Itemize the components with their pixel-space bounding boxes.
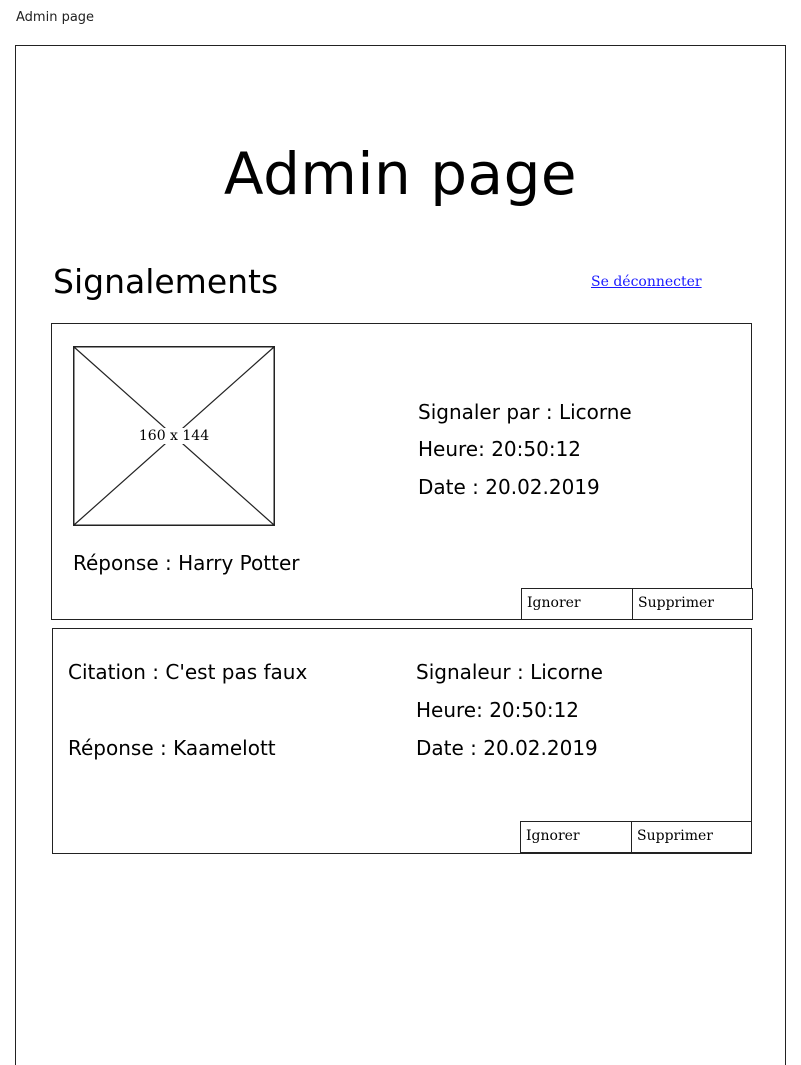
report-card: [51, 323, 752, 620]
date-text: Date : 20.02.2019: [416, 736, 598, 760]
answer-text: Réponse : Harry Potter: [73, 551, 300, 575]
time-text: Heure: 20:50:12: [418, 437, 582, 461]
delete-button[interactable]: Supprimer: [631, 821, 752, 853]
page-title: Admin page: [223, 140, 578, 208]
ignore-button[interactable]: Ignorer: [520, 821, 632, 853]
section-title: Signalements: [53, 262, 279, 301]
logout-link[interactable]: Se déconnecter: [591, 274, 702, 290]
delete-button[interactable]: Supprimer: [632, 588, 753, 620]
quote-text: Citation : C'est pas faux: [68, 660, 308, 684]
reporter-text: Signaler par : Licorne: [418, 400, 632, 424]
image-placeholder-label: 160 x 144: [138, 428, 210, 444]
reporter-text: Signaleur : Licorne: [416, 660, 603, 684]
report-card: [52, 628, 752, 854]
time-text: Heure: 20:50:12: [416, 698, 580, 722]
window-title: Admin page: [16, 10, 95, 25]
ignore-button[interactable]: Ignorer: [521, 588, 633, 620]
image-placeholder: [73, 346, 275, 526]
date-text: Date : 20.02.2019: [418, 475, 600, 499]
answer-text: Réponse : Kaamelott: [68, 736, 276, 760]
